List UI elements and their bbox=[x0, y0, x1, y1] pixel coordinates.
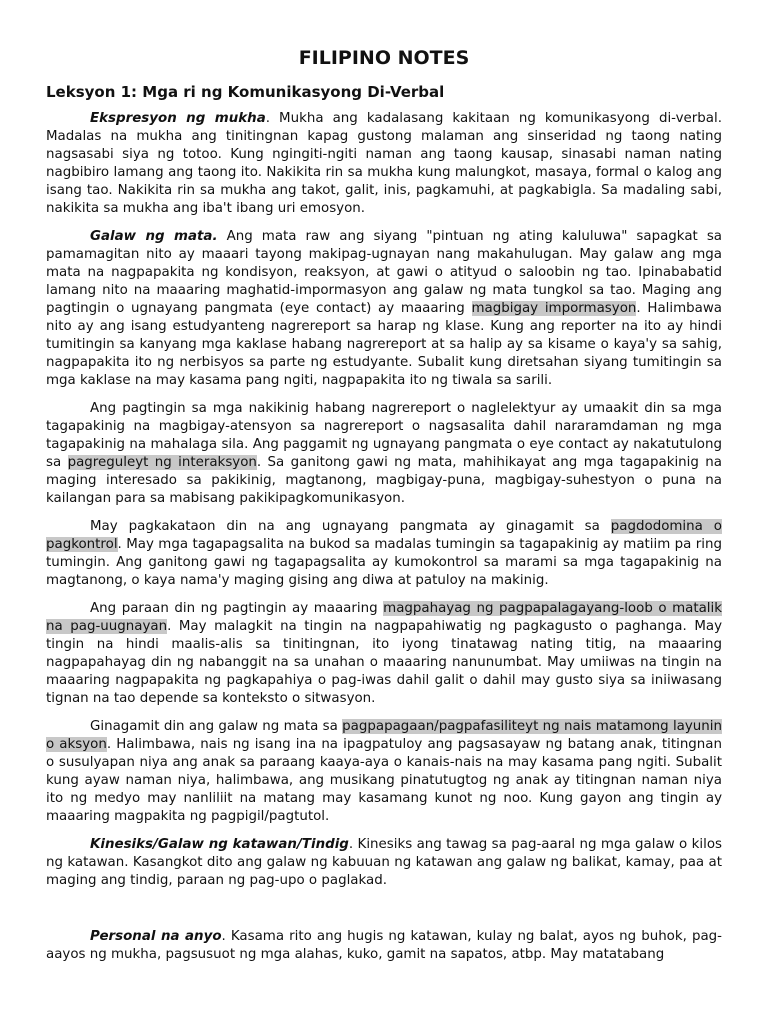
paragraph-facial-expression bbox=[46, 110, 722, 218]
paragraph-text: May pagkakataon din na ang ugnayang pangmata ay ginagamit sa bbox=[90, 519, 611, 534]
highlighted-text: pagpapagaan/pagpafasiliteyt ng nais matamong layunin o aksyon bbox=[46, 719, 722, 752]
paragraph-text: Ang mata raw ang siyang "pintuan ng ating kaluluwa" sapagkat sa pamamagitan nito ay maaari tayong makipag-ugnayan nang makahulugan. May galaw ang mga mata na nagpapakita ng kondisyon, reaksyon, at gawi o atityud o saloobin ng tao. Ipinababatid lamang nito na maaaring maghatid-impormasyon ang galaw ng mata tungkol sa tao. Maging ang pagtingin o ugnayang pangmata (eye contact) ay maaaring bbox=[46, 229, 722, 316]
paragraph-text: . Halimbawa nito ay ang isang estudyanteng nagrereport sa harap ng klase. Kung ang reporter na ito ay hindi tumitingin sa kanyang mga kaklase habang nagrereport at sa halip ay sa kisame o kaya'y sa sahig, nagpapakita ito ng nerbisyos sa parte ng estudyante. Subalit kung diretsahan siyang tumitingin sa mga kaklase na may kasama pang ngiti, nagpapakita ito ng tiwala sa sarili. bbox=[46, 301, 722, 388]
paragraph-text: . Kinesiks ang tawag sa pag-aaral ng mga galaw o kilos ng katawan. Kasangkot dito ang galaw ng kabuuan ng katawan ang galaw ng balikat, kamay, paa at maging ang tindig, paraan ng pag-upo o paglakad. bbox=[46, 837, 722, 888]
page-title: FILIPINO NOTES bbox=[298, 47, 470, 69]
paragraph-text: Ang pagtingin sa mga nakikinig habang nagrereport o naglelektyur ay umaakit din sa mga tagapakinig na magbigay-atensyon sa nagrereport o nagsasalita dahil nararamdaman ng mga tagapakinig na mahalaga sila. Ang paggamit ng ugnayang pangmata o eye contact ay nakatutulong sa bbox=[46, 401, 722, 470]
term-heading: Kinesiks/Galaw ng katawan/Tindig bbox=[90, 837, 349, 852]
paragraph-eye-contact-listeners bbox=[46, 400, 722, 508]
paragraph-text: Ginagamit din ang galaw ng mata sa bbox=[90, 719, 343, 734]
paragraph-eye-facilitation bbox=[46, 718, 722, 826]
term-heading: Personal na anyo bbox=[90, 929, 222, 944]
highlighted-text: pagreguleyt ng interaksyon bbox=[67, 455, 257, 470]
paragraph-text: . Halimbawa, nais ng isang ina na ipagpatuloy ang pagsasayaw ng batang anak, titingnan o susulyapan niya ang anak sa paraang kaaya-aya o kanais-nais na may kasama pang ngiti. Subalit kung ayaw naman niya, halimbawa, ang musikang pinatutugtog ng anak ay titingnan naman niya ito ng medyo may nanliliit na matang may kasamang kunot ng noo. Kung gayon ang tingin ay maaaring magpakita ng pagpigil/pagtutol. bbox=[46, 737, 722, 824]
paragraph-kinesics bbox=[46, 836, 722, 890]
paragraph-eye-contact-control bbox=[46, 518, 722, 590]
paragraph-personal-appearance bbox=[46, 928, 722, 964]
paragraph-eye-movement bbox=[46, 228, 722, 390]
paragraph-text: . Mukha ang kadalasang kakitaan ng komunikasyong di-verbal. Madalas na mukha ang tinitingnan kapag gustong malaman ang sinseridad ng taong nating nagsasabi siya ng totoo. Kung ngingiti-ngiti naman ang taong kausap, sinasabi naman nating nagbibiro lamang ang taong ito. Nakikita rin sa mukha kung malungkot, masaya, formal o kalog ang isang tao. Nakikita rin sa mukha ang takot, galit, inis, pagkamuhi, at pagkabigla. Sa madaling sabi, nakikita sa mukha ang iba't ibang uri emosyon. bbox=[46, 111, 722, 216]
paragraph-eye-intimacy bbox=[46, 600, 722, 708]
paragraph-text: . May malagkit na tingin na nagpapahiwatig ng pagkagusto o paghanga. May tingin na hindi maalis-alis sa tinitingnan, ito iyong tinatawag nating titig, na maaaring nagpapahayag din ng nabanggit na sa unahan o maaaring nanunumbat. May umiiwas na tingin na maaaring nagpapakita ng pagkapahiya o pag-iwas dahil galit o dahil may gusto siya sa iniiwasang tignan na tao depende sa konteksto o sitwasyon. bbox=[46, 619, 722, 706]
paragraph-text: . Sa ganitong gawi ng mata, mahihikayat ang mga tagapakinig na maging interesado sa pakikinig, magtanong, magbigay-puna, magbigay-suhestyon o puna na kailangan para sa mabisang pakikipagkomunikasyon. bbox=[46, 455, 722, 506]
term-heading: Ekspresyon ng mukha bbox=[90, 111, 266, 126]
paragraph-text: Ang paraan din ng pagtingin ay maaaring bbox=[90, 601, 384, 616]
lesson-title: Leksyon 1: Mga ri ng Komunikasyong Di-Verbal bbox=[46, 83, 445, 101]
highlighted-text: pagdodomina o pagkontrol bbox=[46, 519, 722, 552]
term-heading: Galaw ng mata. bbox=[90, 229, 218, 244]
highlighted-text: magbigay impormasyon bbox=[471, 301, 637, 316]
paragraph-text: . Kasama rito ang hugis ng katawan, kulay ng balat, ayos ng buhok, pag-aayos ng mukha, pagsusuot ng mga alahas, kuko, gamit na sapatos, atbp. May matatabang bbox=[46, 929, 723, 962]
paragraph-text: . May mga tagapagsalita na bukod sa madalas tumingin sa tagapakinig ay matiim pa ring tumingin. Ang ganitong gawi ng tagapagsalita ay kumokontrol sa marami sa mga tagapakinig na magtanong, o kaya nama'y maging gising ang diwa at patuloy na makinig. bbox=[46, 537, 722, 588]
highlighted-text: magpahayag ng pagpapalagayang-loob o matalik na pag-uugnayan bbox=[46, 601, 723, 634]
